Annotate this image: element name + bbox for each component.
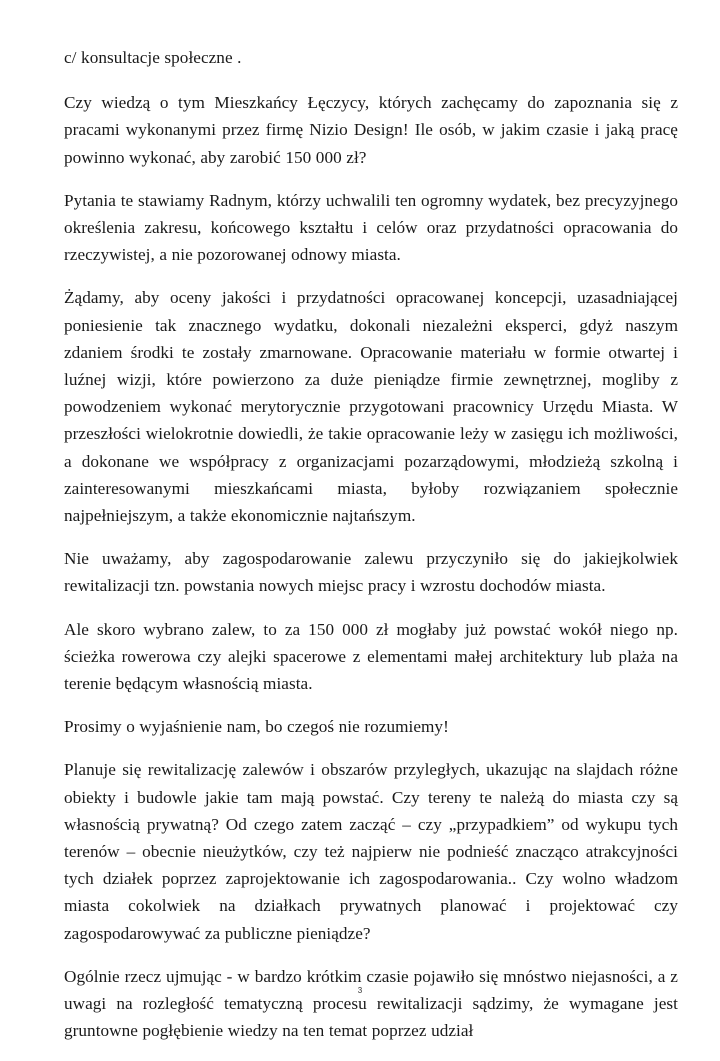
paragraph-residents-question: Czy wiedzą o tym Mieszkańcy Łęczycy, których zachęcamy do zapoznania się z pracami wykonanymi przez firmę Nizio Design! Ile osób, w jakim czasie i jaką pracę powinno wykonać, aby zarobić 150 000 zł? [64,93,678,167]
document-body [64,44,678,1061]
paragraph-reservoir-revitalization: Nie uważamy, aby zagospodarowanie zalewu przyczyniło się do jakiejkolwiek rewitalizacji tzn. powstania nowych miejsc pracy i wzrostu dochodów miasta. [64,549,678,596]
paragraph-alternative-spending: Ale skoro wybrano zalew, to za 150 000 zł mogłaby już powstać wokół niego np. ścieżka rowerowa czy alejki spacerowe z elementami małej architektury lub plaża na terenie będącym własnością miasta. [64,619,678,694]
paragraph-consultation-item: c/ konsultacje społeczne . [64,48,242,67]
paragraph-request-explanation: Prosimy o wyjaśnienie nam, bo czegoś nie rozumiemy! [64,717,449,737]
page-number: 3 [357,986,363,995]
paragraph-summary: Ogólnie rzecz ujmując - w bardzo krótkim czasie pojawiło się mnóstwo niejasności, a z uwagi na rozległość tematyczną procesu rewitalizacji sądzimy, że wymagane jest gruntowne pogłębienie wiedzy na ten temat poprzez udział [64,966,678,1041]
paragraph-expert-evaluation-demand: Żądamy, aby oceny jakości i przydatności opracowanej koncepcji, uzasadniającej poniesienie tak znacznego wydatku, dokonali niezależni eksperci, gdyż naszym zdaniem środki te zostały zmarnowane. Opracowanie materiału w formie otwartej i luźnej wizji, które powierzono za duże pieniądze firmie zewnętrznej, mogliby z powodzeniem wykonać merytorycznie przygotowani pracownicy Urzędu Miasta. W przeszłości wielokrotnie dowiedli, że takie opracowanie leży w zasięgu ich możliwości, a dokonane we współpracy z organizacjami pozarządowymi, młodzieżą szkolną i zainteresowanymi mieszkańcami miasta, byłoby rozwiązaniem społecznie najpełniejszym, a także ekonomicznie najtańszym. [64,288,678,526]
paragraph-councillors-question: Pytania te stawiamy Radnym, którzy uchwalili ten ogromny wydatek, bez precyzyjnego określenia zakresu, końcowego kształtu i celów oraz przydatności opracowania do rzeczywistej, a nie pozorowanej odnowy miasta. [64,190,678,265]
paragraph-land-ownership: Planuje się rewitalizację zalewów i obszarów przyległych, ukazując na slajdach różne obiekty i budowle jakie tam mają powstać. Czy tereny te należą do miasta czy są własnością prywatną? Od czego zatem zacząć – czy „przypadkiem” od wykupu tych terenów – obecnie nieużytków, czy też najpierw nie podnieść znacząco atrakcyjności tych działek poprzez zaprojektowanie ich zagospodarowania.. Czy wolno władzom miasta cokolwiek na działkach prywatnych planować i projektować czy zagospodarowywać za publiczne pieniądze? [64,760,678,943]
